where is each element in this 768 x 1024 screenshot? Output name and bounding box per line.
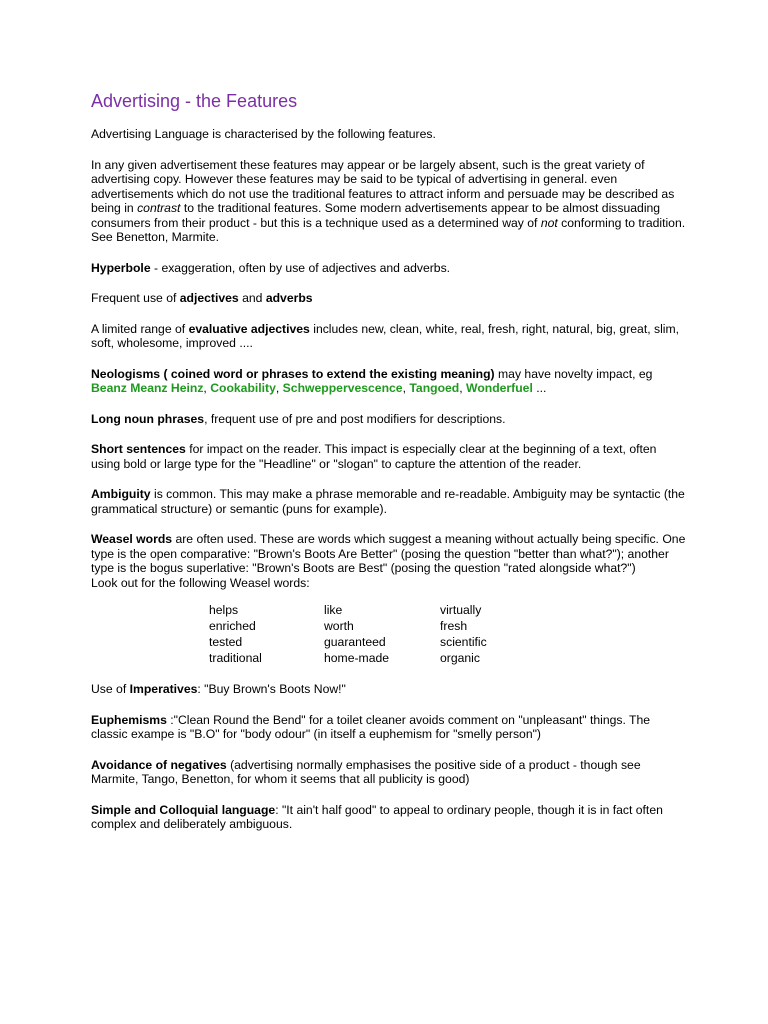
neologism-example: Wonderfuel: [466, 381, 533, 395]
weasel-term: Weasel words: [91, 532, 173, 546]
euphemisms-term: Euphemisms: [91, 712, 167, 727]
colloquial-paragraph: [91, 803, 688, 832]
neologisms-term: Neologisms ( coined word or phrases to extend the existing meaning): [91, 366, 495, 381]
weasel-word: home-made: [324, 651, 390, 665]
negatives-text: (advertising normally emphasises the positive side of a product - though see Marmite, Tango, Benetton, for whom it seems that all publicity is good): [91, 757, 641, 786]
imperatives-term: Imperatives: [129, 682, 198, 696]
separator: ,: [203, 381, 211, 395]
weasel-word: worth: [324, 619, 354, 633]
neologism-example: Beanz Meanz Heinz: [91, 381, 204, 395]
weasel-text: are often used. These are words which suggest a meaning without actually being specific. One type is the open comparative: "Brown's Boots Are Better" (posing the question "better than what?"); another type is the bogus superlative: "Brown's Boots are Best" (posing the question "rated alongside what?"): [91, 532, 686, 575]
adjectives-term: adjectives: [179, 291, 239, 305]
frequent-paragraph: [91, 291, 688, 306]
weasel-word: helps: [209, 603, 239, 617]
neologism-example: Schweppervescence: [282, 381, 403, 395]
weasel-word: traditional: [209, 651, 262, 665]
short-sentences-term: Short sentences: [91, 442, 186, 456]
euphemisms-text: :"Clean Round the Bend" for a toilet cleaner avoids comment on "unpleasant" things. The classic exampe is "B.O" for "body odour" (in itself a euphemism for "smelly person"): [91, 712, 651, 741]
evaluative-paragraph: [91, 322, 688, 351]
neologism-example: Cookability: [210, 381, 276, 395]
short-sentences-paragraph: [91, 442, 688, 471]
long-noun-text: , frequent use of pre and post modifiers for descriptions.: [204, 411, 506, 426]
frequent-and: and: [238, 291, 266, 305]
evaluative-text-2: includes new, clean, white, real, fresh, right, natural, big, great, slim, soft, wholesome, improved ....: [91, 321, 680, 350]
page-title: Advertising - the Features: [91, 91, 298, 111]
frequent-text: Frequent use of: [91, 291, 180, 305]
separator: ,: [402, 381, 410, 395]
separator: ,: [275, 381, 283, 395]
imperatives-text-1: Use of: [91, 682, 130, 696]
colloquial-text: : "It ain't half good" to appeal to ordinary people, though it is in fact often complex and deliberately ambiguous.: [91, 802, 663, 831]
hyperbole-text: - exaggeration, often by use of adjectives and adverbs.: [150, 260, 451, 275]
colloquial-term: Simple and Colloquial language: [91, 802, 276, 817]
weasel-word: scientific: [440, 635, 487, 649]
weasel-words-table: [209, 602, 688, 666]
variety-text-2: to the traditional features. Some modern advertisements appear to be almost dissuading consumers from their product - but this is a technique used as a determined way of: [91, 201, 661, 230]
neologisms-end: ...: [532, 381, 547, 395]
hyperbole-term: Hyperbole: [91, 260, 151, 275]
not-emphasis: not: [540, 215, 558, 230]
variety-paragraph: [91, 158, 688, 245]
short-sentences-text: for impact on the reader. This impact is especially clear at the beginning of a text, often using bold or large type for the "Headline" or "slogan" to capture the attention of the reader.: [91, 442, 657, 471]
evaluative-text-1: A limited range of: [91, 321, 189, 336]
neologism-example: Tangoed: [409, 381, 460, 395]
imperatives-paragraph: [91, 682, 688, 697]
euphemisms-paragraph: [91, 713, 688, 742]
separator: ,: [459, 381, 467, 395]
weasel-word: guaranteed: [324, 635, 386, 649]
imperatives-text-2: : "Buy Brown's Boots Now!": [197, 682, 346, 696]
variety-text-3: conforming to tradition. See Benetton, Marmite.: [91, 215, 686, 244]
ambiguity-term: Ambiguity: [91, 487, 151, 501]
weasel-word: enriched: [209, 619, 256, 633]
long-noun-term: Long noun phrases: [91, 411, 205, 426]
weasel-lookout: Look out for the following Weasel words:: [91, 575, 310, 590]
ambiguity-paragraph: [91, 487, 688, 516]
negatives-term: Avoidance of negatives: [91, 757, 227, 772]
weasel-word: fresh: [440, 619, 468, 633]
contrast-emphasis: contrast: [137, 201, 181, 215]
weasel-paragraph: [91, 532, 688, 576]
intro-paragraph: Advertising Language is characterised by the following features.: [91, 127, 436, 141]
adverbs-term: adverbs: [265, 291, 313, 305]
weasel-word: virtually: [440, 603, 482, 617]
weasel-word: tested: [209, 635, 243, 649]
variety-text-1: In any given advertisement these features may appear or be largely absent, such is the great variety of advertising copy. However these features may be said to be typical of advertising in general. even advertisements which do not use the traditional features to attract inform and persuade may be described as being in: [91, 157, 675, 215]
neologisms-paragraph: [91, 367, 688, 396]
ambiguity-text: is common. This may make a phrase memorable and re-readable. Ambiguity may be syntactic (the grammatical structure) or semantic (puns for example).: [91, 487, 685, 516]
hyperbole-paragraph: [91, 261, 688, 276]
long-noun-paragraph: [91, 412, 688, 427]
evaluative-term: evaluative adjectives: [188, 321, 310, 336]
weasel-word: organic: [440, 651, 480, 665]
neologisms-text: may have novelty impact, eg: [494, 366, 653, 381]
negatives-paragraph: [91, 758, 688, 787]
weasel-word: like: [324, 603, 343, 617]
